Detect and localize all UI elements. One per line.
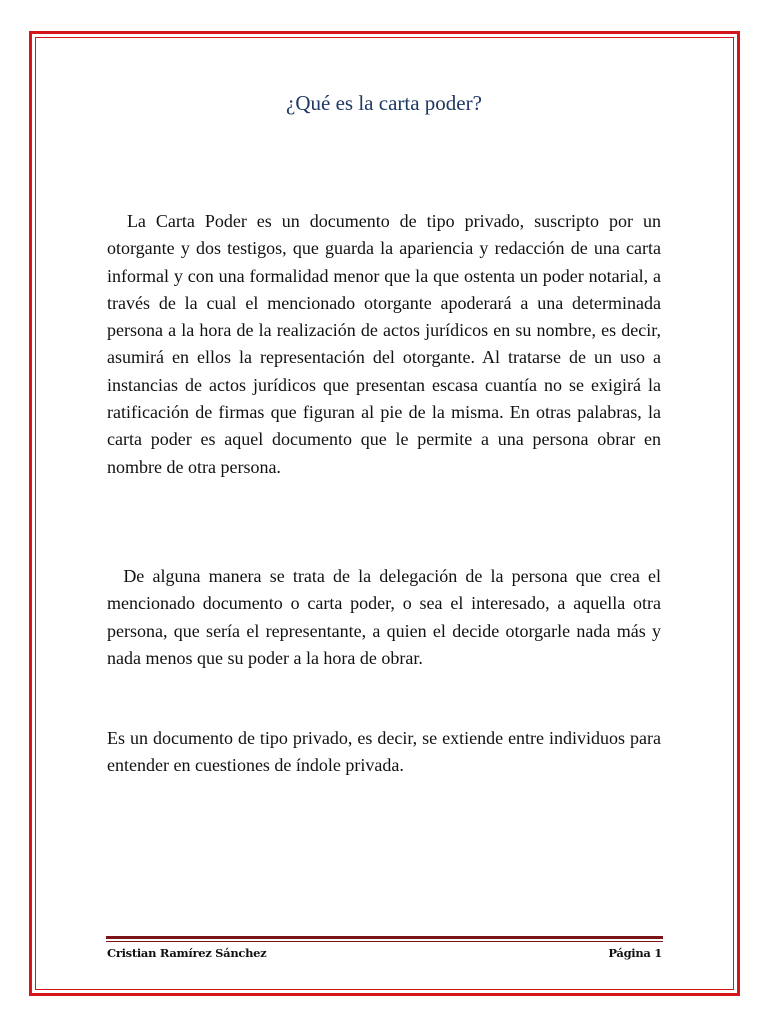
footer-divider-thick [106, 936, 663, 939]
document-title: ¿Qué es la carta poder? [286, 91, 482, 115]
footer-page-number: Página 1 [608, 946, 662, 960]
page-border-inner [35, 37, 734, 990]
footer-author: Cristian Ramírez Sánchez [107, 946, 267, 960]
body-paragraph-1: La Carta Poder es un documento de tipo privado, suscripto por un otorgante y dos testigos, que guarda la apariencia y redacción de una carta informal y con una formalidad menor que la que ostenta un poder notarial, a través de la cual el mencionado otorgante apoderará a una determinada persona a la hora de la realización de actos jurídicos en su nombre, es decir, asumirá en ellos la representación del otorgante. Al tratarse de un uso a instancias de actos jurídicos que presentan escasa cuantía no se exigirá la ratificación de firmas que figuran al pie de la misma. En otras palabras, la carta poder es aquel documento que le permite a una persona obrar en nombre de otra persona. [107, 211, 666, 477]
body-paragraph-3: Es un documento de tipo privado, es decir, se extiende entre individuos para entender en cuestiones de índole privada. [107, 728, 661, 776]
footer-divider-thin [106, 941, 663, 942]
body-paragraph-2: De alguna manera se trata de la delegación de la persona que crea el mencionado documento o carta poder, o sea el interesado, a aquella otra persona, que sería el representante, a quien el decide otorgarle nada más y nada menos que su poder a la hora de obrar. [107, 566, 666, 668]
